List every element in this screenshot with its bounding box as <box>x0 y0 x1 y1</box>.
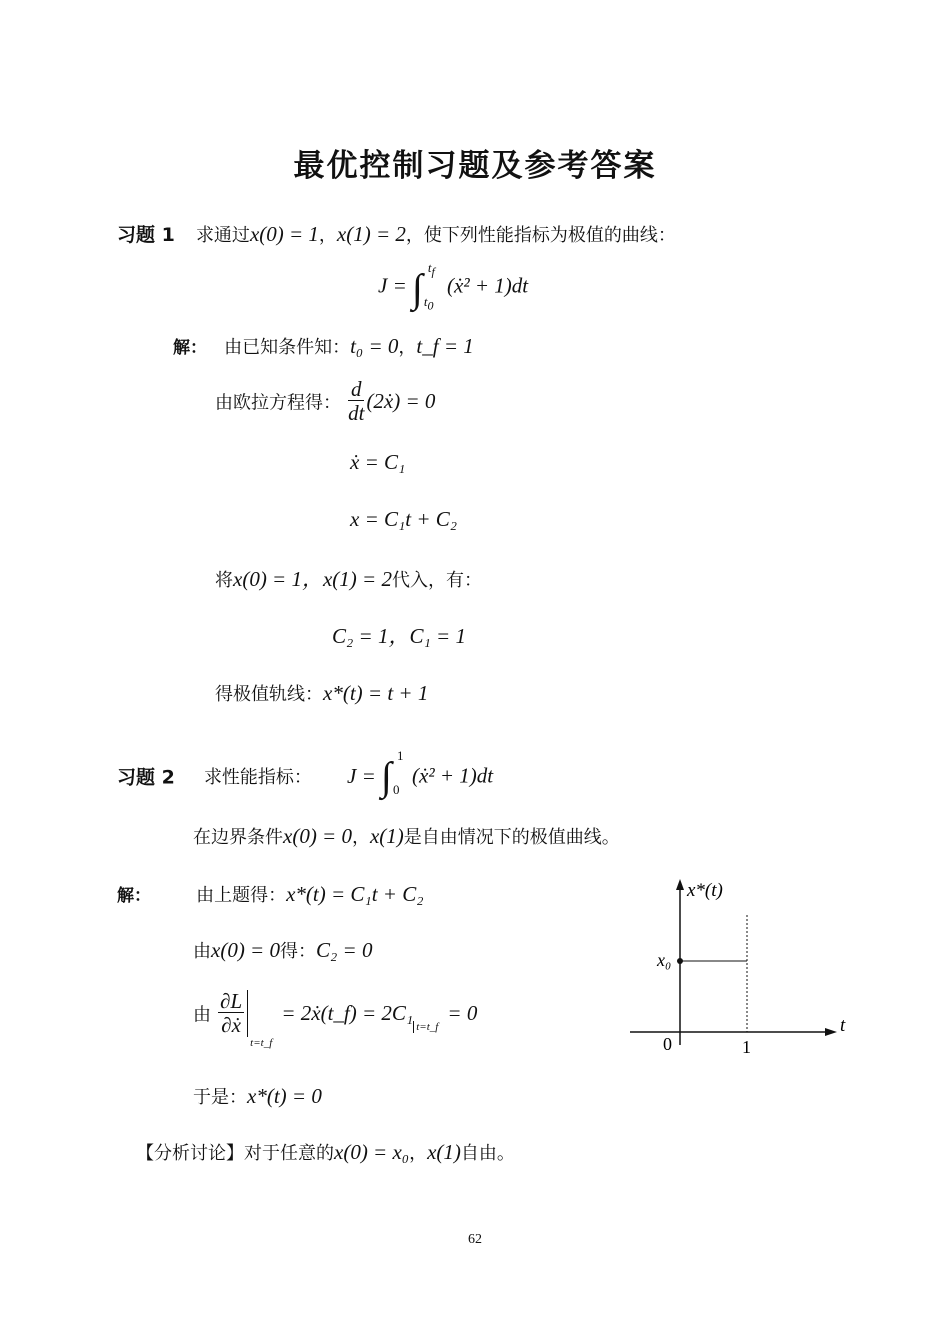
problem-1-solution-start <box>173 333 474 359</box>
step2-cond: x(0) = 0 <box>211 938 280 962</box>
eq-xdot: ẋ = C₁ <box>350 450 406 474</box>
x-axis-label: t <box>840 1015 846 1036</box>
x0-point <box>677 958 683 964</box>
problem-1-cond1: x(0) = 1 <box>249 222 319 246</box>
y-tick-label: x₀ <box>657 950 672 970</box>
integral-limits <box>423 260 442 313</box>
problem-1-cost-functional <box>378 260 529 313</box>
boundary-conditions <box>193 823 620 849</box>
t0-condition: t₀ = 0 <box>350 334 399 358</box>
x-axis-arrow-icon <box>825 1028 837 1036</box>
discussion-tag: 【分析讨论】 <box>136 1143 244 1164</box>
step1-prefix: 由上题得： <box>196 885 287 906</box>
problem-1-statement <box>117 220 676 247</box>
step1: x*(t) = C₁t + C₂ <box>286 882 424 906</box>
sub-conds: x(0) = 1，x(1) = 2 <box>233 567 392 591</box>
bc-suffix: 是自由情况下的极值曲线。 <box>403 827 620 848</box>
problem-2-step-3 <box>193 990 477 1049</box>
problem-1-prompt-b: ，使下列性能指标为极值的曲线： <box>405 225 676 246</box>
step4: x*(t) = 0 <box>247 1084 322 1108</box>
page-number: 62 <box>468 1232 482 1247</box>
extremal-graph <box>625 875 855 1060</box>
integrand: (ẋ² + 1)dt <box>447 273 529 298</box>
discussion-sep: ， <box>409 1143 428 1164</box>
solution-label-2: 解： <box>117 886 151 906</box>
problem-1-prompt-a: 求通过 <box>195 225 250 246</box>
discussion-cond: x(0) = x₀ <box>334 1140 410 1164</box>
x-tick-label: 1 <box>742 1037 751 1057</box>
lower-limit-2: 0 <box>392 782 400 797</box>
step3-eval-2: t=t_f <box>413 1021 438 1033</box>
euler-equation <box>215 378 435 425</box>
bc-prefix: 在边界条件 <box>193 827 283 848</box>
euler-rest: (2ẋ) = 0 <box>366 389 436 413</box>
tf-condition: t_f = 1 <box>416 334 474 358</box>
problem-2-step-1 <box>117 881 424 907</box>
problem-2-step-2 <box>193 937 372 963</box>
integrand-2: (ẋ² + 1)dt <box>412 763 494 788</box>
step3-prefix: 由 <box>193 1004 211 1026</box>
problem-2-step-4 <box>193 1083 322 1109</box>
page-title: 最优控制习题及参考答案 <box>293 148 657 184</box>
step3-rest: = 2ẋ(t_f) = 2C₁ <box>281 1001 414 1025</box>
step4-prefix: 于是： <box>193 1087 247 1108</box>
problem-1-label: 习题 1 <box>117 224 175 246</box>
substitution-line <box>215 563 482 593</box>
problem-1-sep: ， <box>318 225 337 246</box>
problem-2-statement <box>117 748 494 800</box>
extremal-trajectory <box>215 680 428 706</box>
problem-2-label: 习题 2 <box>117 766 175 789</box>
euler-prefix: 由欧拉方程得： <box>215 392 341 414</box>
euler-den: dt <box>348 401 365 425</box>
step2-prefix: 由 <box>193 941 211 962</box>
known-prefix: 由已知条件知： <box>224 337 351 358</box>
integral-sign-2: ∫ <box>380 753 392 799</box>
step2-mid: 得： <box>279 941 316 962</box>
discussion <box>136 1139 515 1165</box>
j2-lhs: J = <box>347 763 376 788</box>
problem-1-cond2: x(1) = 2 <box>336 222 406 246</box>
upper-limit-sub: f <box>431 264 435 279</box>
step3-eval: t=t_f <box>250 1037 273 1049</box>
traj: x*(t) = t + 1 <box>323 681 429 705</box>
constants: C₂ = 1，C₁ = 1 <box>332 624 466 648</box>
j-lhs: J = <box>378 273 407 298</box>
step3-end: = 0 <box>447 1001 478 1025</box>
integral-limits-2 <box>392 748 407 800</box>
euler-num: d <box>348 378 364 401</box>
known-sep: ， <box>398 337 417 358</box>
discussion-a: 对于任意的 <box>244 1143 334 1164</box>
step3-num: ∂L <box>220 989 243 1013</box>
problem-2-prompt: 求性能指标： <box>203 767 312 788</box>
euler-fraction <box>348 378 364 425</box>
upper-limit: t <box>427 260 432 275</box>
sub-suffix: 代入，有： <box>391 570 482 591</box>
bc-free: x(1) <box>369 824 404 848</box>
bc-cond: x(0) = 0 <box>283 824 352 848</box>
traj-prefix: 得极值轨线： <box>215 684 323 705</box>
sub-prefix: 将 <box>215 570 233 591</box>
solution-label: 解： <box>173 338 207 358</box>
lower-limit: t <box>423 294 428 309</box>
step2-res: C₂ = 0 <box>315 938 373 962</box>
discussion-b: 自由。 <box>460 1143 515 1164</box>
eq-x: x = C₁t + C₂ <box>350 507 458 531</box>
step3-fraction <box>218 990 248 1037</box>
origin-label: 0 <box>663 1034 672 1054</box>
step3-den: ∂ẋ <box>221 1013 241 1037</box>
integral-sign: ∫ <box>411 265 423 311</box>
lower-limit-sub: 0 <box>427 298 434 313</box>
discussion-free: x(1) <box>427 1140 461 1164</box>
y-axis-arrow-icon <box>676 879 684 890</box>
y-axis-label: x*(t) <box>687 880 723 901</box>
bc-sep: ， <box>351 827 370 848</box>
upper-limit-2: 1 <box>396 748 404 763</box>
